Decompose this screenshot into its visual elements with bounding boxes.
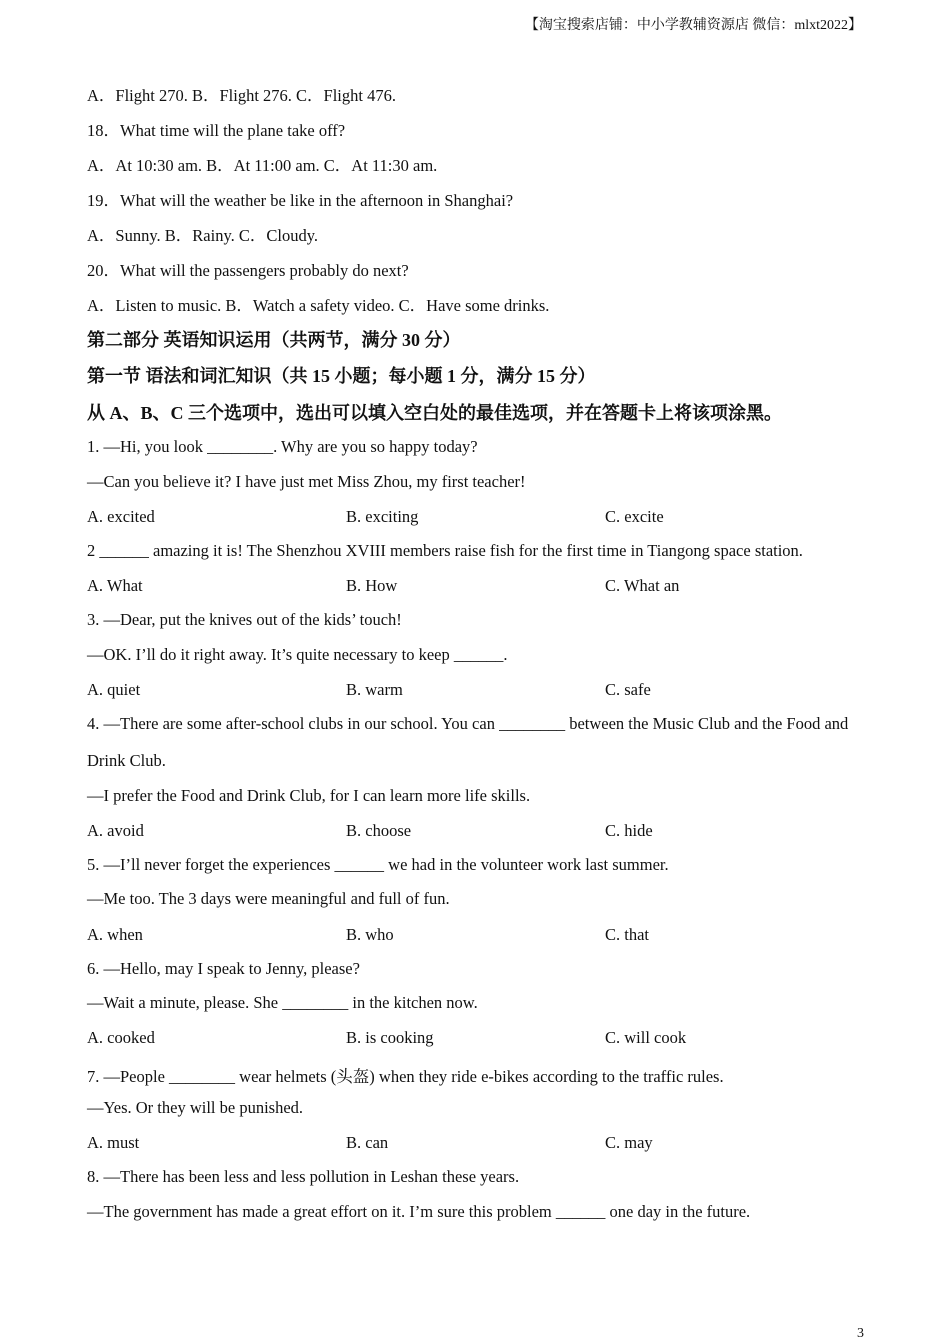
q1-option-a: A. excited (87, 507, 155, 526)
q19-options: A．Sunny. B．Rainy. C．Cloudy. (87, 226, 319, 245)
q5-reply: —Me too. The 3 days were meaningful and full of fun. (87, 889, 450, 908)
q4-option-c: C. hide (605, 821, 653, 840)
q1-option-b: B. exciting (346, 507, 419, 526)
q6-stem: 6. —Hello, may I speak to Jenny, please? (87, 959, 360, 978)
q7-option-c: C. may (605, 1133, 653, 1152)
q7-option-a: A. must (87, 1133, 140, 1152)
q4-reply: —I prefer the Food and Drink Club, for I can learn more life skills. (87, 786, 531, 805)
q6-option-a: A. cooked (87, 1028, 155, 1047)
q20-options: A．Listen to music. B．Watch a safety video. C．Have some drinks. (87, 296, 550, 315)
q4-stem-continued: Drink Club. (87, 751, 166, 770)
q7-option-b: B. can (346, 1133, 389, 1152)
q5-option-b: B. who (346, 925, 394, 944)
q2-option-c: C. What an (605, 576, 680, 595)
q18-stem: 18．What time will the plane take off? (87, 121, 346, 140)
q4-option-a: A. avoid (87, 821, 144, 840)
q20-stem: 20．What will the passengers probably do next? (87, 261, 409, 280)
q7-reply: —Yes. Or they will be punished. (87, 1098, 304, 1117)
page-header: 【淘宝搜索店铺：中小学教辅资源店 微信：mlxt2022】 (524, 18, 862, 33)
q2-option-b: B. How (346, 576, 398, 595)
part2-title: 第二部分 英语知识运用（共两节，满分 30 分） (87, 330, 461, 350)
q18-options: A．At 10:30 am. B．At 11:00 am. C．At 11:30 am. (87, 156, 438, 175)
q5-option-a: A. when (87, 925, 143, 944)
q1-reply: —Can you believe it? I have just met Miss Zhou, my first teacher! (87, 472, 526, 491)
q6-option-b: B. is cooking (346, 1028, 434, 1047)
q2-option-a: A. What (87, 576, 143, 595)
q3-option-a: A. quiet (87, 680, 141, 699)
q8-reply: —The government has made a great effort on it. I’m sure this problem ______ one day in the future. (87, 1202, 751, 1221)
q6-option-c: C. will cook (605, 1028, 687, 1047)
q19-stem: 19．What will the weather be like in the afternoon in Shanghai? (87, 191, 514, 210)
q5-stem: 5. —I’ll never forget the experiences ______ we had in the volunteer work last summer. (87, 855, 669, 874)
q4-stem: 4. —There are some after-school clubs in our school. You can ________ between the Music Club and the Food and (87, 714, 849, 733)
q4-option-b: B. choose (346, 821, 412, 840)
instruction: 从 A、B、C 三个选项中，选出可以填入空白处的最佳选项，并在答题卡上将该项涂黑。 (87, 403, 783, 423)
q7-stem: 7. —People ________ wear helmets (头盔) when they ride e-bikes according to the traffic rules. (87, 1067, 724, 1086)
q3-stem: 3. —Dear, put the knives out of the kids’ touch! (87, 610, 402, 629)
page-number: 3 (857, 1326, 864, 1341)
q1-stem: 1. —Hi, you look ________. Why are you so happy today? (87, 437, 478, 456)
q3-option-c: C. safe (605, 680, 651, 699)
q1-option-c: C. excite (605, 507, 664, 526)
q3-option-b: B. warm (346, 680, 403, 699)
q6-reply: —Wait a minute, please. She ________ in the kitchen now. (87, 993, 478, 1012)
q8-stem: 8. —There has been less and less pollution in Leshan these years. (87, 1167, 520, 1186)
q2-stem: 2 ______ amazing it is! The Shenzhou XVIII members raise fish for the first time in Tiangong space station. (87, 541, 803, 560)
q3-reply: —OK. I’ll do it right away. It’s quite necessary to keep ______. (87, 645, 508, 664)
q17-options: A．Flight 270. B．Flight 276. C．Flight 476. (87, 86, 396, 105)
section1-title: 第一节 语法和词汇知识（共 15 小题；每小题 1 分，满分 15 分） (87, 366, 596, 386)
q5-option-c: C. that (605, 925, 649, 944)
